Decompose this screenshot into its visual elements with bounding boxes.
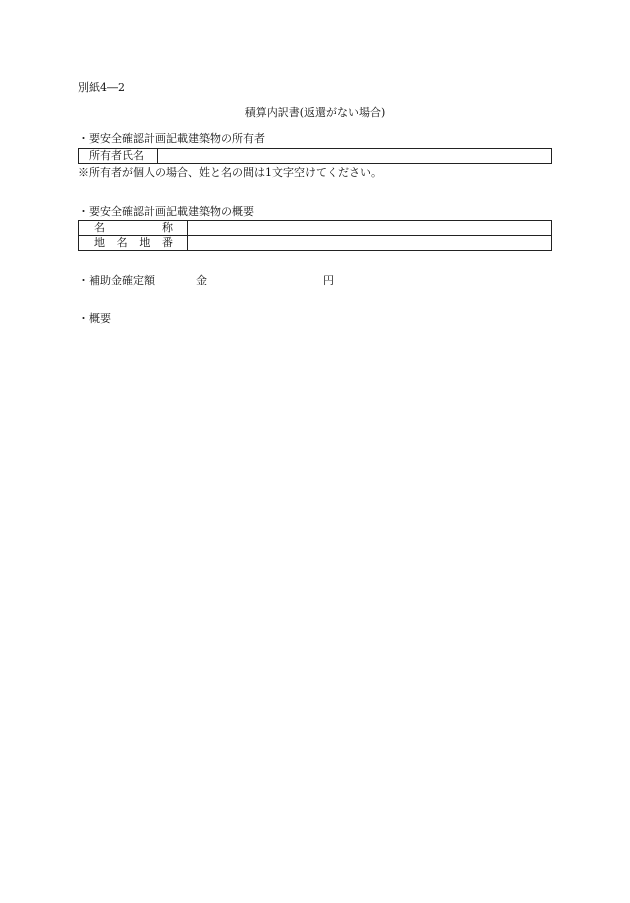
building-name-label-part: 名	[94, 221, 105, 234]
overview-heading: ・概要	[78, 312, 111, 325]
owner-name-label: 所有者氏名	[79, 149, 158, 164]
subsidy-heading: ・補助金確定額	[78, 274, 155, 287]
building-name-label	[79, 221, 188, 236]
building-lot-label-part: 番	[161, 236, 173, 249]
building-name-label-part: 称	[162, 221, 173, 234]
building-name-field[interactable]	[188, 221, 552, 236]
building-name-row	[79, 221, 552, 236]
building-lot-field[interactable]	[188, 236, 552, 251]
building-lot-label	[79, 236, 188, 251]
building-table	[78, 220, 552, 251]
building-lot-label-part: 地	[94, 236, 105, 249]
subsidy-amount-prefix: 金	[196, 274, 207, 287]
owner-name-row	[79, 149, 552, 164]
owner-note: ※所有者が個人の場合、姓と名の間は1文字空けてください。	[78, 166, 382, 179]
document-title: 積算内訳書(返還がない場合)	[244, 106, 386, 119]
owner-section-heading: ・要安全確認計画記載建築物の所有者	[78, 132, 265, 145]
owner-name-field[interactable]	[158, 149, 552, 164]
attachment-label: 別紙4―2	[78, 81, 125, 94]
building-lot-label-part: 名	[116, 236, 128, 249]
building-lot-label-part: 地	[139, 236, 151, 249]
building-section-heading: ・要安全確認計画記載建築物の概要	[78, 205, 254, 218]
owner-table	[78, 148, 552, 164]
subsidy-amount-unit: 円	[323, 274, 334, 287]
building-lot-row	[79, 236, 552, 251]
